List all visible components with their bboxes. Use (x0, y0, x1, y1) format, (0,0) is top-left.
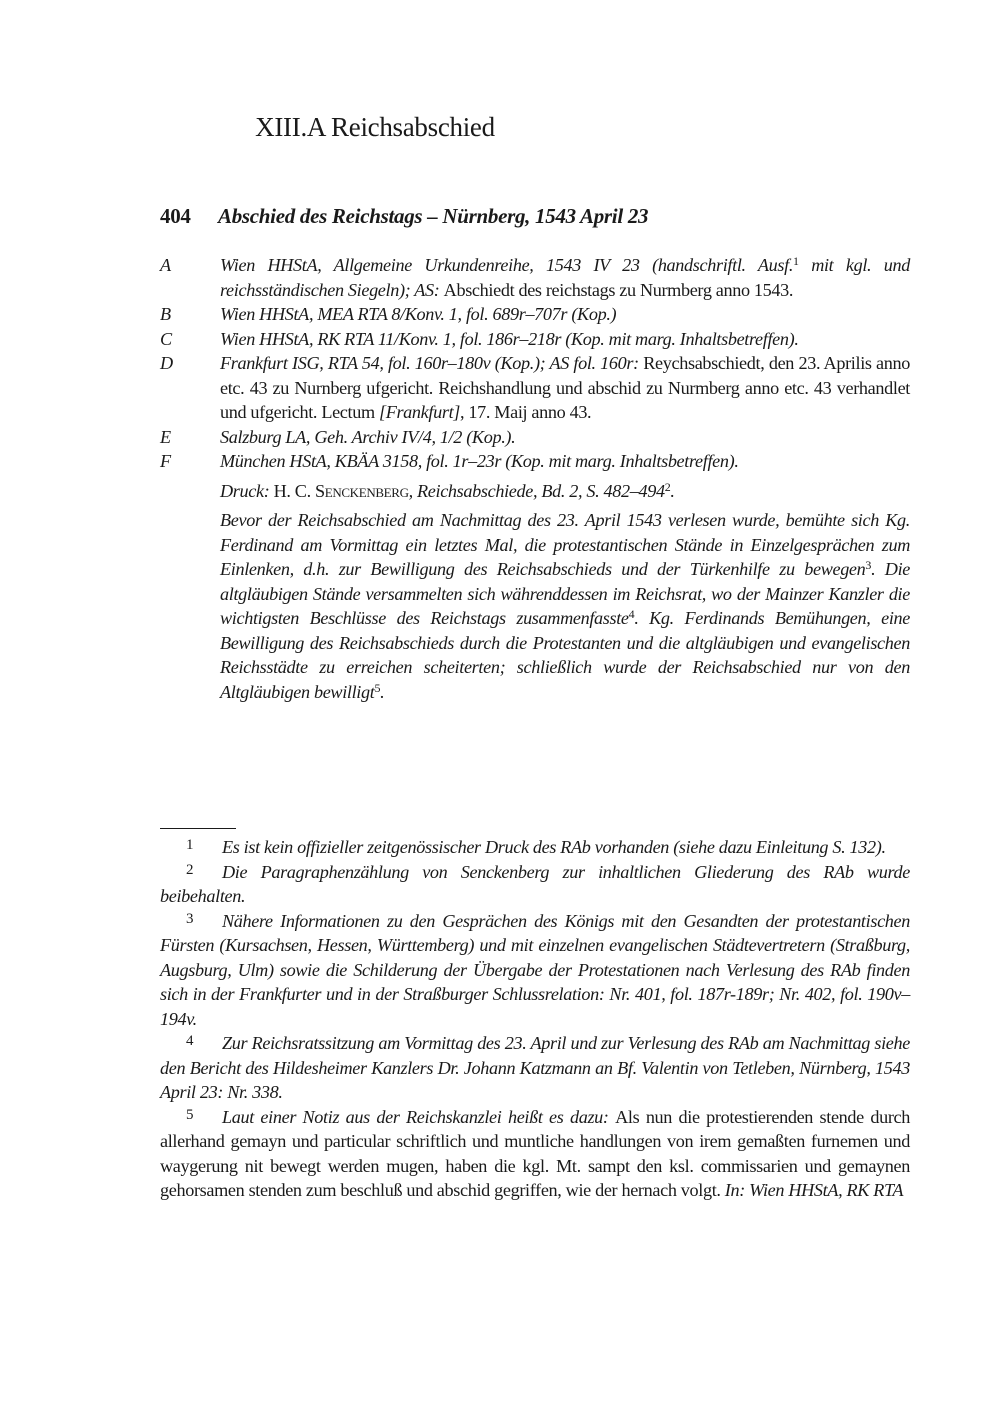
source-entry (160, 449, 910, 474)
text-segment: Zur Reichsratssitzung am Vormittag des 23. April und zur Verlesung des RAb am Nachmittag siehe den Bericht des Hildesheimer Kanzlers Dr. Johann Katzmann an Bf. Valentin von Tetleben, Nürnberg, 1543 April 23: Nr. 338. (160, 1033, 910, 1102)
text-segment: Senckenberg (314, 480, 409, 501)
footnotes (160, 835, 910, 1203)
text-segment: Salzburg LA, Geh. Archiv IV/4, 1/2 (Kop.). (220, 426, 516, 447)
source-entry (160, 327, 910, 352)
text-segment: . (670, 480, 675, 501)
text-segment: Abschiedt des reichstags zu Nurmberg anno 1543. (443, 279, 794, 300)
text-segment: Wien HHStA, MEA RTA 8/Konv. 1, fol. 689r–707r (Kop.) (220, 304, 617, 324)
source-siglum: C (160, 328, 172, 349)
source-siglum: E (160, 426, 171, 447)
text-segment: Druck: (220, 480, 274, 501)
source-siglum: A (160, 255, 171, 275)
text-segment: Bevor der Reichsabschied am Nachmittag des 23. April 1543 verlesen wurde, bemühte sich Kg. Ferdinand am Vormittag ein letztes Mal, die protestantischen Stände in Einzelgesprächen zum Einlenken, d.h. zur Bewilligung des Reichsabschieds und der Türkenhilfe zu bewegen (220, 510, 910, 579)
introduction-paragraph (220, 508, 910, 704)
text-segment: Die Paragraphenzählung von Senckenberg zur inhaltlichen Gliederung des RAb wurde beibehalten. (160, 861, 910, 906)
source-siglum: B (160, 304, 171, 324)
text-segment: München HStA, KBÄA 3158, fol. 1r–23r (Kop. mit marg. Inhaltsbetreffen). (220, 451, 739, 471)
text-segment: Reychsabschiedt, den 23. Aprilis anno etc. 43 zu Nurnberg ufgericht. Reichshandlung und abschid zu Nurmberg anno etc. 43 verhandlet und ufgericht. Lectum (220, 353, 911, 422)
source-siglum: F (160, 451, 171, 471)
text-segment: Wien HHStA, RK RTA 11/Konv. 1, fol. 186r–218r (Kop. mit marg. Inhaltsbetreffen). (220, 328, 799, 349)
document-number: 404 (160, 204, 191, 228)
source-description (220, 351, 910, 425)
footnote: 1 Es ist kein offizieller zeitgenössischer Druck des RAb vorhanden (siehe dazu Einleitung S. 132). (186, 837, 886, 857)
footnote-rule (160, 828, 236, 829)
document-heading (160, 204, 648, 229)
text-segment: [Frankfurt] (378, 402, 460, 422)
source-entry (160, 302, 910, 327)
source-entry (160, 425, 910, 450)
text-segment: , Reichsabschiede, Bd. 2, S. 482–494 (408, 480, 665, 501)
source-entry (160, 351, 910, 425)
print-reference (220, 479, 910, 504)
footnote: 3 Nähere Informationen zu den Gesprächen des Königs mit den Gesandten der protestantischen Fürsten (Kursachsen, Hessen, Württemberg) und mit einzelnen evangelischen Städtevertretern (Straßburg, Augsburg, Ulm) sowie die Schilderung der Übergabe der Protestationen nach Verlesung des RAb finden sich in der Frankfurter und in der Straßburger Schlussrelation: Nr. 401, fol. 187r-189r; Nr. 402, fol. 190v–194v. (160, 910, 910, 1029)
text-segment: . (380, 681, 385, 702)
text-segment: Laut einer Notiz aus der Reichskanzlei heißt es dazu: (222, 1106, 616, 1127)
text-segment: , 17. Maij anno 43. (460, 402, 592, 422)
text-segment: Es ist kein offizieller zeitgenössischer Druck des RAb vorhanden (siehe dazu Einleitung S. 132). (222, 837, 886, 857)
footnote-reference[interactable]: 5 (374, 680, 381, 695)
source-description (220, 425, 910, 450)
source-description (220, 449, 910, 474)
text-segment: mit kgl. und reichsständischen Siegeln); AS: (220, 255, 910, 300)
text-segment: . Kg. Ferdinands Bemühungen, eine Bewilligung des Reichsabschieds durch die Protestanten und die altgläubigen und evangelischen Reichsstädte zu erreichen scheiterten; schließlich wurde der Reichsabschied nur von den Altgläubigen bewilligt (220, 608, 911, 702)
document-apparatus (160, 253, 910, 704)
text-segment: In: Wien HHStA, RK RTA (724, 1180, 904, 1200)
text-segment: Als nun die protestierenden stende durch allerhand gemayn und particular schriftlich und muntliche handlungen von irem gemaßten furnemen und waygerung nit bewegt werden mugen, haben die kgl. Mt. sampt den ksl. commissarien und gemaynen gehorsamen stenden zum beschluß und abschid gegriffen, wie der hernach volgt. (160, 1106, 911, 1200)
footnote-reference[interactable]: 1 (793, 254, 799, 268)
source-siglum: D (160, 353, 173, 373)
footnote: 5 Laut einer Notiz aus der Reichskanzlei heißt es dazu: Als nun die protestierenden stende durch allerhand gemayn und particular schriftlich und muntliche handlungen von irem gemaßten furnemen und waygerung nit bewegt werden mugen, haben die kgl. Mt. sampt den ksl. commissarien und gemaynen gehorsamen stenden zum beschluß und abschid gegriffen, wie der hernach volgt. In: Wien HHStA, RK RTA (160, 1106, 911, 1200)
footnote: 2 Die Paragraphenzählung von Senckenberg zur inhaltlichen Gliederung des RAb wurde beibehalten. (160, 861, 910, 906)
footnote: 4 Zur Reichsratssitzung am Vormittag des 23. April und zur Verlesung des RAb am Nachmittag siehe den Bericht des Hildesheimer Kanzlers Dr. Johann Katzmann an Bf. Valentin von Tetleben, Nürnberg, 1543 April 23: Nr. 338. (160, 1033, 910, 1102)
document-title: Abschied des Reichstags – Nürnberg, 1543 April 23 (218, 204, 649, 228)
text-segment: Frankfurt ISG, RTA 54, fol. 160r–180v (Kop.); AS fol. 160r: (220, 353, 644, 373)
footnote-reference[interactable]: 3 (865, 558, 872, 572)
text-segment: . Die altgläubigen Stände versammelten sich währenddessen im Reichsrat, wo der Mainzer Kanzler die wichtigsten Beschlüsse des Reichstags zusammenfasste (220, 559, 910, 628)
source-description (220, 327, 910, 352)
source-description (220, 253, 910, 302)
text-segment: Nähere Informationen zu den Gesprächen des Königs mit den Gesandten der protestantischen Fürsten (Kursachsen, Hessen, Württemberg) und mit einzelnen evangelischen Städtevertretern (Straßburg, Augsburg, Ulm) sowie die Schilderung der Übergabe der Protestationen nach Verlesung des RAb finden sich in der Frankfurter und in der Straßburger Schlussrelation: Nr. 401, fol. 187r-189r; Nr. 402, fol. 190v–194v. (160, 910, 910, 1029)
chapter-title: XIII.A Reichsabschied (255, 112, 495, 142)
footnote-reference[interactable]: 4 (628, 607, 635, 621)
text-segment: Wien HHStA, Allgemeine Urkundenreihe, 1543 IV 23 (handschriftl. Ausf. (220, 255, 794, 275)
footnote-reference[interactable]: 2 (664, 479, 671, 494)
source-list (160, 253, 910, 474)
source-description (220, 302, 910, 327)
source-entry (160, 253, 910, 302)
text-segment: H. C. (273, 480, 315, 501)
